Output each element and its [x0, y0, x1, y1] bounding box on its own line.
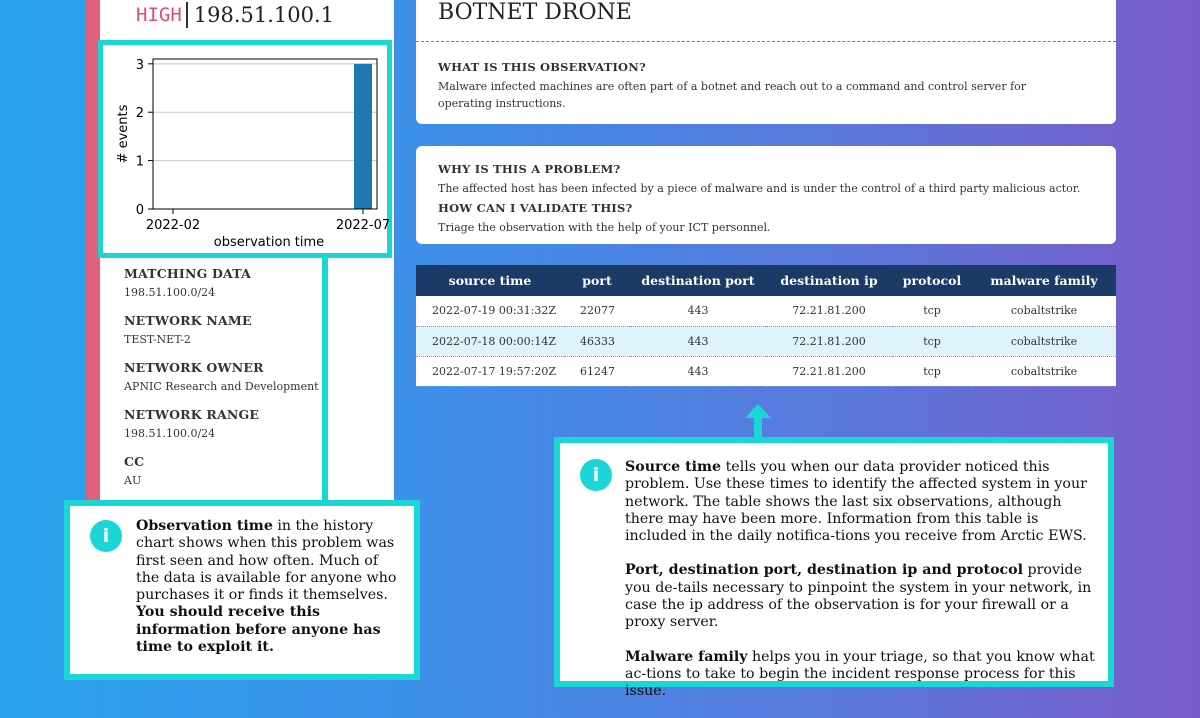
what-section [438, 60, 1078, 112]
observation-time-callout [64, 500, 420, 680]
header-destination-ip[interactable]: destination ip [780, 273, 878, 288]
y-tick-label: 1 [135, 154, 144, 170]
callout-bold: Source time [625, 459, 722, 475]
x-tick-label: 2022-02 [145, 218, 201, 233]
up-arrow-icon [744, 404, 772, 438]
header-protocol[interactable]: protocol [902, 273, 962, 288]
what-heading: WHAT IS THIS OBSERVATION? [438, 60, 646, 74]
callout-body: in the history chart shows when this problem was first seen and how often. Much of the data is available for anyone who purchases it or finds it themselves. [136, 518, 397, 604]
how-text: Triage the observation with the help of your ICT personnel. [438, 221, 771, 234]
meta-network-name [124, 313, 320, 346]
cell-protocol: tcp [892, 296, 972, 326]
callout-text [136, 518, 398, 656]
cell-protocol: tcp [892, 326, 972, 356]
ip-address: 198.51.100.1 [193, 3, 335, 27]
table-row[interactable] [416, 356, 1116, 386]
callout-bold: Malware family [625, 648, 748, 665]
why-heading: WHY IS THIS A PROBLEM? [438, 162, 621, 176]
callout-bold: Observation time [136, 518, 273, 534]
separator [186, 2, 188, 28]
cell-destination-ip: 72.21.81.200 [766, 326, 892, 356]
callout-paragraph [625, 562, 1103, 631]
what-text: Malware infected machines are often part of a botnet and reach out to a command and control server for operating instructions. [438, 80, 1027, 110]
cell-destination-port: 443 [630, 326, 766, 356]
callout-body: tells you when our data provider noticed this problem. Use these times to identify the affected system in your network. The table shows the last six observations, although there may have been more. Information from this table is included in the daily notifica-tions you receive from Arctic EWS. [625, 459, 1087, 545]
y-tick-label: 3 [135, 57, 144, 73]
observations-table [416, 265, 1116, 387]
x-tick-label: 2022-07 [335, 218, 391, 233]
meta-value: 198.51.100.0/24 [124, 286, 216, 299]
observation-title: BOTNET DRONE [438, 0, 632, 25]
cell-port: 46333 [564, 326, 630, 356]
y-tick-label: 0 [135, 203, 144, 218]
callout-bold: Port, destination port, destination ip and protocol [625, 562, 1024, 579]
table-explanation-callout [554, 437, 1114, 700]
table-row[interactable] [416, 326, 1116, 356]
cell-port: 61247 [564, 356, 630, 386]
cell-source-time: 2022-07-17 19:57:20Z [416, 356, 564, 386]
cell-malware-family: cobaltstrike [972, 326, 1116, 356]
header-source-time[interactable]: source time [448, 273, 532, 288]
history-chart-svg [103, 45, 391, 253]
meta-network-owner [124, 360, 320, 393]
table-header-row [416, 265, 1116, 296]
network-metadata [124, 266, 320, 501]
meta-label: NETWORK RANGE [124, 407, 260, 422]
severity-label: HIGH [136, 4, 182, 26]
cell-destination-port: 443 [630, 296, 766, 326]
meta-value: 198.51.100.0/24 [124, 427, 216, 440]
table-row[interactable] [416, 296, 1116, 326]
meta-value: APNIC Research and Development [124, 380, 319, 393]
callout-paragraph [625, 649, 1103, 701]
how-heading: HOW CAN I VALIDATE THIS? [438, 201, 633, 215]
problem-card [416, 146, 1116, 244]
meta-network-range [124, 407, 320, 440]
cell-destination-ip: 72.21.81.200 [766, 296, 892, 326]
y-axis-label: # events [116, 104, 131, 164]
meta-label: NETWORK OWNER [124, 360, 264, 375]
meta-cc [124, 454, 320, 487]
info-icon: i [580, 459, 612, 491]
y-tick-label: 2 [135, 106, 144, 122]
header-malware-family[interactable]: malware family [990, 273, 1098, 288]
callout-body: provide you de-tails necessary to pinpoint the system in your network, in case the ip address of the observation is for your firewall or a proxy server. [625, 562, 1092, 631]
header [136, 2, 334, 28]
meta-matching-data [124, 266, 320, 299]
callout-text [625, 459, 1103, 718]
bar [354, 64, 372, 209]
callout-paragraph [625, 459, 1103, 545]
meta-value: TEST-NET-2 [124, 333, 191, 346]
cell-destination-port: 443 [630, 356, 766, 386]
info-icon: i [90, 520, 122, 552]
cell-source-time: 2022-07-18 00:00:14Z [416, 326, 564, 356]
cell-source-time: 2022-07-19 00:31:32Z [416, 296, 564, 326]
plot-frame [153, 59, 377, 209]
cell-port: 22077 [564, 296, 630, 326]
header-destination-port[interactable]: destination port [641, 273, 755, 288]
header-port[interactable]: port [582, 273, 612, 288]
callout-bold: You should receive this information before anyone has time to exploit it. [136, 604, 381, 656]
cell-malware-family: cobaltstrike [972, 296, 1116, 326]
observation-card [416, 0, 1116, 124]
divider [416, 41, 1116, 42]
meta-label: NETWORK NAME [124, 313, 252, 328]
x-axis-label: observation time [213, 235, 325, 250]
cell-destination-ip: 72.21.81.200 [766, 356, 892, 386]
meta-label: MATCHING DATA [124, 266, 251, 281]
cell-protocol: tcp [892, 356, 972, 386]
history-chart [98, 40, 392, 258]
connector-line [322, 256, 328, 502]
cell-malware-family: cobaltstrike [972, 356, 1116, 386]
meta-label: CC [124, 454, 145, 469]
meta-value: AU [124, 474, 142, 487]
why-how-section [438, 162, 1098, 240]
callout-body: helps you in your triage, so that you know what ac-tions to take to begin the incident response process for this issue. [625, 648, 1095, 700]
why-text: The affected host has been infected by a piece of malware and is under the control of a third party malicious actor. [438, 182, 1081, 195]
